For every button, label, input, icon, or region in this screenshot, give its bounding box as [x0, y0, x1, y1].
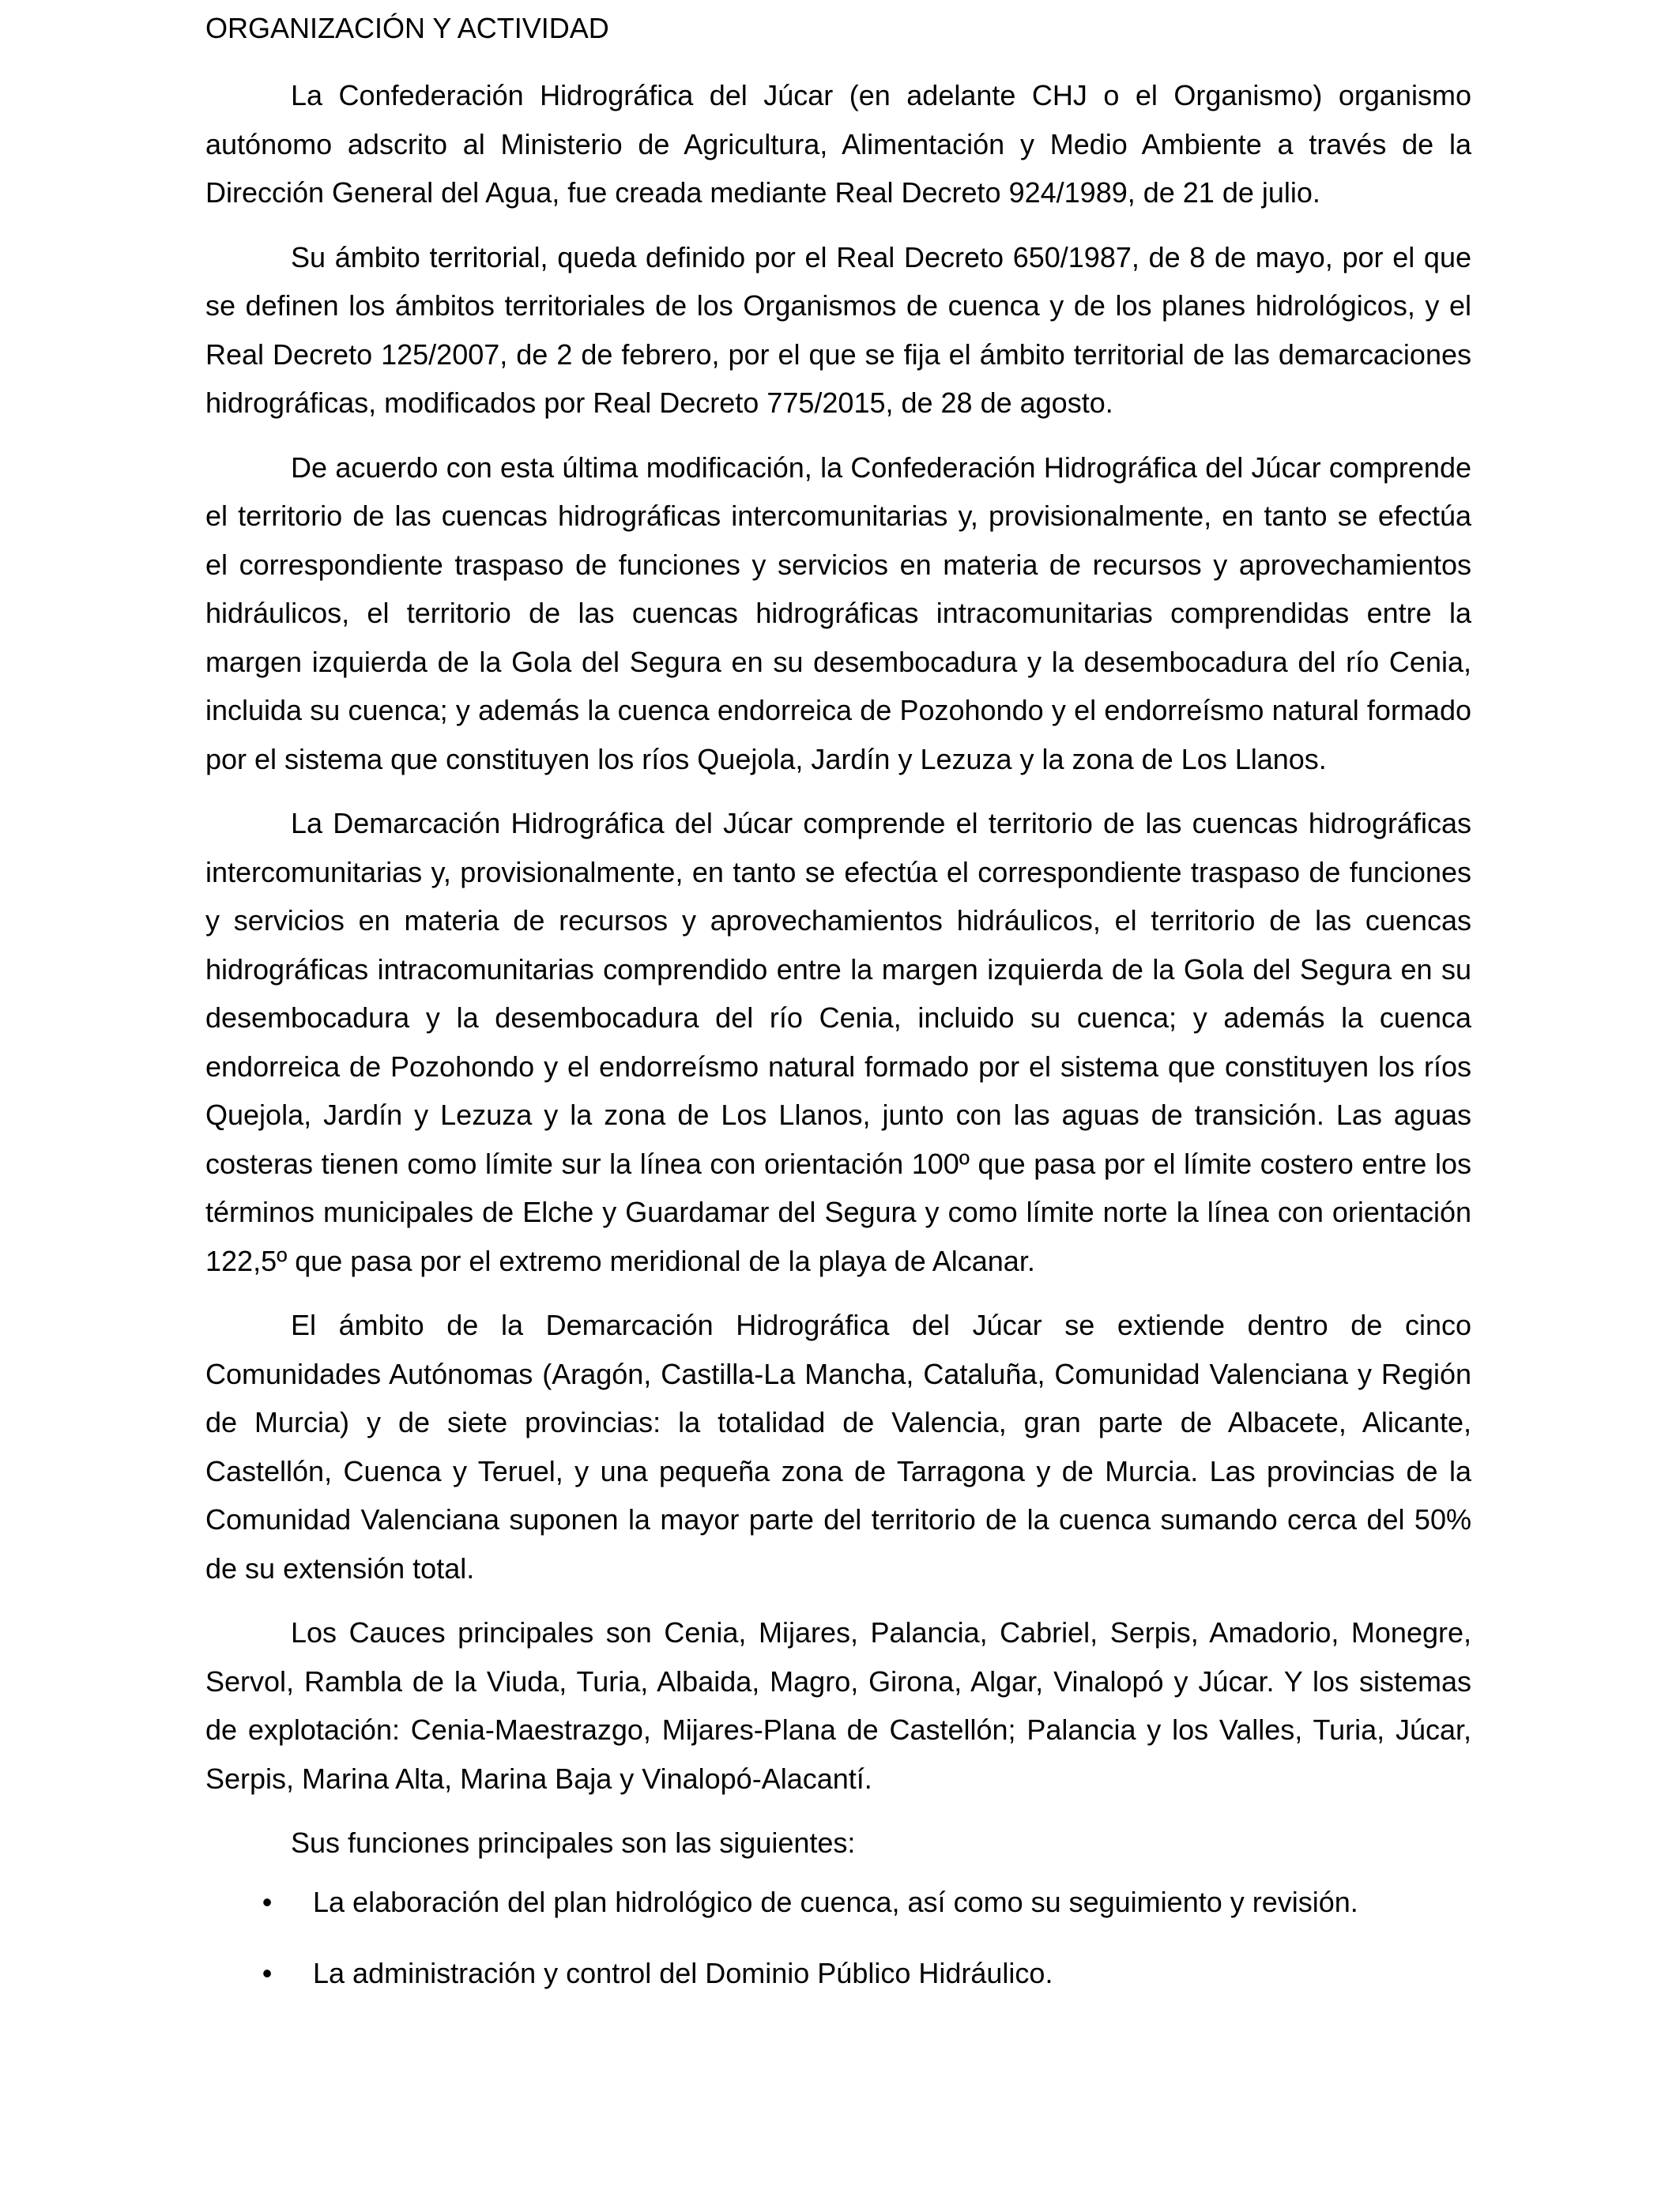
paragraph-creation: La Confederación Hidrográfica del Júcar (en adelante CHJ o el Organismo) organismo autónomo adscrito al Ministerio de Agricultura, Alimentación y Medio Ambiente a través de la Dirección General del Agua, fue creada mediante Real Decreto 924/1989, de 21 de julio. — [205, 79, 1471, 209]
paragraph-functions-intro: Sus funciones principales son las siguientes: — [291, 1826, 856, 1859]
section-heading: ORGANIZACIÓN Y ACTIVIDAD — [205, 12, 609, 44]
list-item — [205, 1955, 1471, 1992]
paragraph-autonomous-communities: El ámbito de la Demarcación Hidrográfica del Júcar se extiende dentro de cinco Comunidades Autónomas (Aragón, Castilla-La Mancha, Cataluña, Comunidad Valenciana y Región de Murcia) y de siete provincias: la totalidad de Valencia, gran parte de Albacete, Alicante, Castellón, Cuenca y Teruel, y una pequeña zona de Tarragona y de Murcia. Las provincias de la Comunidad Valenciana suponen la mayor parte del territorio de la cuenca sumando cerca del 50% de su extensión total. — [205, 1309, 1471, 1585]
functions-list — [205, 1883, 1471, 1992]
paragraph-last-modification: De acuerdo con esta última modificación, la Confederación Hidrográfica del Júcar comprende el territorio de las cuencas hidrográficas intercomunitarias y, provisionalmente, en tanto se efectúa el correspondiente traspaso de funciones y servicios en materia de recursos y aprovechamientos hidráulicos, el territorio de las cuencas hidrográficas intracomunitarias comprendidas entre la margen izquierda de la Gola del Segura en su desembocadura y la desembocadura del río Cenia, incluida su cuenca; y además la cuenca endorreica de Pozohondo y el endorreísmo natural formado por el sistema que constituyen los ríos Quejola, Jardín y Lezuza y la zona de Los Llanos. — [205, 450, 1471, 775]
paragraph-demarcation: La Demarcación Hidrográfica del Júcar comprende el territorio de las cuencas hidrográficas intercomunitarias y, provisionalmente, en tanto se efectúa el correspondiente traspaso de funciones y servicios en materia de recursos y aprovechamientos hidráulicos, el territorio de las cuencas hidrográficas intracomunitarias comprendido entre la margen izquierda de la Gola del Segura en su desembocadura y la desembocadura del río Cenia, incluido su cuenca; y además la cuenca endorreica de Pozohondo y el endorreísmo natural formado por el sistema que constituyen los ríos Quejola, Jardín y Lezuza y la zona de Los Llanos, junto con las aguas de transición. Las aguas costeras tienen como límite sur la línea con orientación 100º que pasa por el límite costero entre los términos municipales de Elche y Guardamar del Segura y como límite norte la línea con orientación 122,5º que pasa por el extremo meridional de la playa de Alcanar. — [205, 807, 1471, 1277]
bullet-icon: • — [262, 1956, 273, 1989]
bullet-icon: • — [262, 1885, 273, 1918]
list-item-text: La administración y control del Dominio Público Hidráulico. — [313, 1956, 1053, 1989]
paragraph-territorial-scope: Su ámbito territorial, queda definido por el Real Decreto 650/1987, de 8 de mayo, por el que se definen los ámbitos territoriales de los Organismos de cuenca y de los planes hidrológicos, y el Real Decreto 125/2007, de 2 de febrero, por el que se fija el ámbito territorial de las demarcaciones hidrográficas, modificados por Real Decreto 775/2015, de 28 de agosto. — [205, 240, 1471, 419]
list-item-text: La elaboración del plan hidrológico de cuenca, así como su seguimiento y revisión. — [313, 1885, 1358, 1918]
list-item — [205, 1883, 1471, 1921]
paragraph-main-riverbeds: Los Cauces principales son Cenia, Mijares, Palancia, Cabriel, Serpis, Amadorio, Monegre, Servol, Rambla de la Viuda, Turia, Albaida, Magro, Girona, Algar, Vinalopó y Júcar. Y los sistemas de explotación: Cenia-Maestrazgo, Mijares-Plana de Castellón; Palancia y los Valles, Turia, Júcar, Serpis, Marina Alta, Marina Baja y Vinalopó-Alacantí. — [205, 1616, 1471, 1795]
document-page — [205, 9, 1471, 2026]
